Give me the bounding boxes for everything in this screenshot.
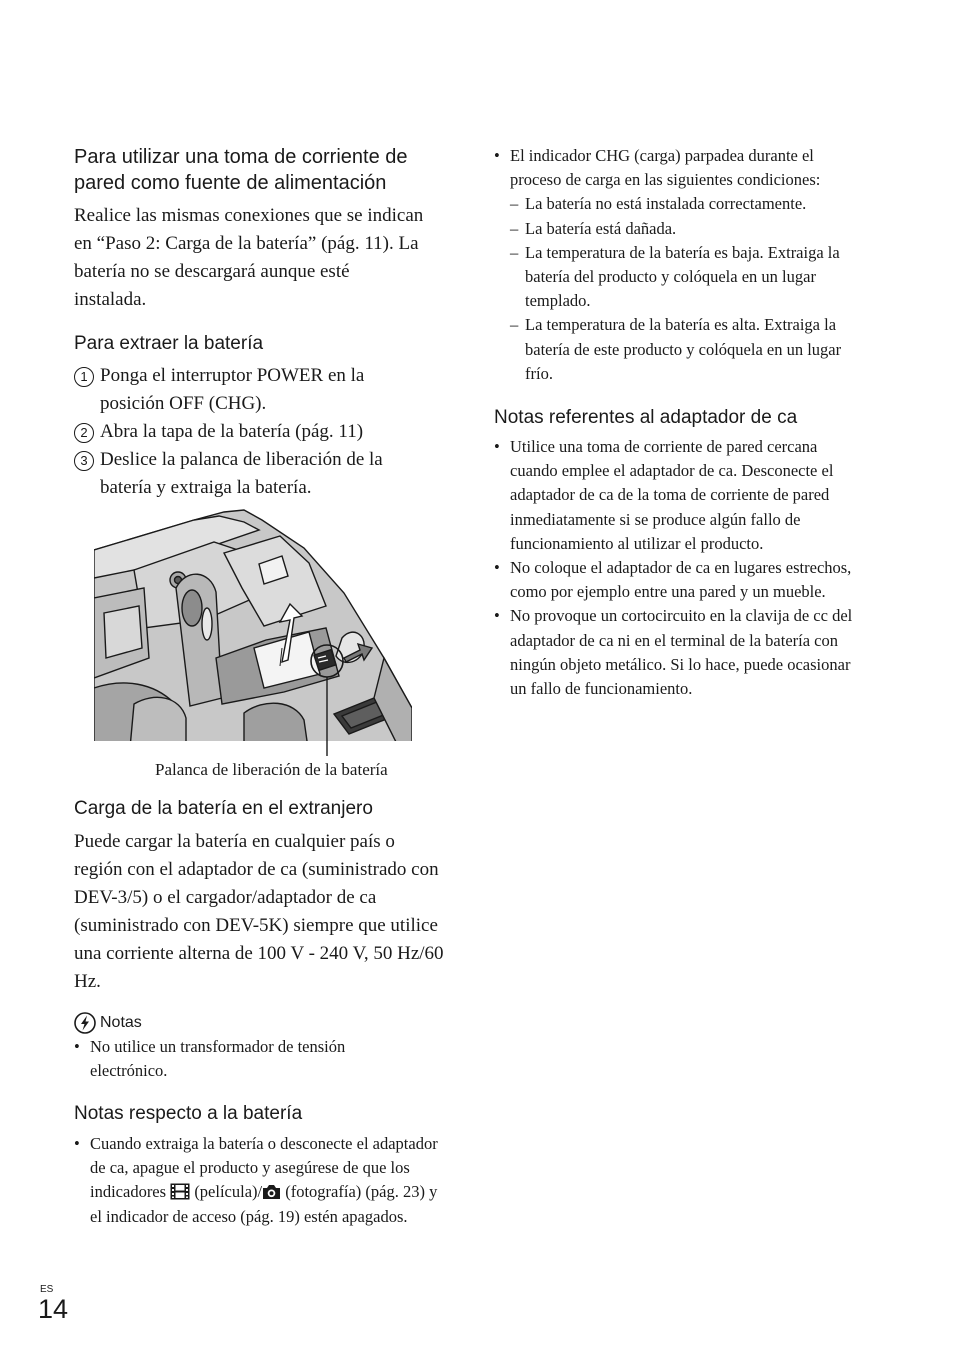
- step-text: Ponga el interruptor POWER en la posición OFF (CHG).: [100, 365, 365, 414]
- list-item: [74, 1132, 446, 1229]
- chg-condition: – La temperatura de la batería es alta. Extraiga la batería de este producto y colóquela en un lugar frío.: [510, 313, 864, 386]
- notes-list: [74, 1035, 404, 1083]
- notes-header: [74, 1012, 142, 1034]
- camera-icon: [262, 1184, 281, 1200]
- list-item: • Utilice una toma de corriente de pared cercana cuando emplee el adaptador de ca. Desconecte el adaptador de ca de la toma de corriente de pared inmediatamente si se produce algún fallo de funcionamiento al utilizar el producto.: [494, 435, 864, 556]
- circled-number-icon: 1: [74, 367, 94, 387]
- battery-removal-illustration: [94, 508, 412, 756]
- battery-notes-list: [74, 1132, 446, 1229]
- step-3: [74, 446, 419, 502]
- step-text: Deslice la palanca de liberación de la batería y extraiga la batería.: [100, 449, 383, 498]
- battery-note-part-c: (fotografía) (pág. 23) y el indicador de acceso (pág. 19) estén apagados.: [90, 1182, 438, 1226]
- page-number: 14: [38, 1294, 69, 1324]
- battery-note-part-b: (película)/: [194, 1182, 263, 1202]
- list-item: [494, 144, 864, 386]
- list-item: • No utilice un transformador de tensión electrónico.: [74, 1035, 404, 1083]
- wall-outlet-heading: Para utilizar una toma de corriente de pared como fuente de alimentación: [74, 146, 408, 194]
- chg-indicator-list: [494, 144, 864, 386]
- chg-condition: – La temperatura de la batería es baja. Extraiga la batería del producto y colóquela en un lugar templado.: [510, 241, 864, 314]
- movie-film-icon: [170, 1183, 190, 1200]
- abroad-heading: Carga de la batería en el extranjero: [74, 798, 373, 819]
- step-text: Abra la tapa de la batería (pág. 11): [100, 421, 364, 442]
- step-2: [74, 418, 419, 446]
- chg-condition: – La batería no está instalada correctamente.: [510, 192, 864, 216]
- battery-note-part-a: Cuando extraiga la batería o desconecte el adaptador de ca, apague el producto y asegúrese de que los indicadores: [90, 1134, 438, 1202]
- circled-number-icon: 2: [74, 423, 94, 443]
- notes-caution-icon: [74, 1012, 96, 1034]
- step-1: [74, 362, 419, 418]
- adapter-notes-heading: Notas referentes al adaptador de ca: [494, 407, 798, 428]
- adapter-notes-list: [494, 435, 864, 701]
- battery-notes-heading: Notas respecto a la batería: [74, 1103, 303, 1124]
- chg-condition: – La batería está dañada.: [510, 217, 864, 241]
- abroad-text: Puede cargar la batería en cualquier país o región con el adaptador de ca (suministrado con DEV-3/5) o el cargador/adaptador de ca (suministrado con DEV-5K) siempre que utilice una corriente alterna de 100 V - 240 V, 50 Hz/60 Hz.: [74, 831, 444, 992]
- circled-number-icon: 3: [74, 451, 94, 471]
- notes-label: Notas: [100, 1014, 142, 1031]
- remove-battery-heading: Para extraer la batería: [74, 333, 264, 354]
- figure-caption: Palanca de liberación de la batería: [155, 760, 388, 779]
- remove-steps: [74, 362, 419, 502]
- list-item: • No provoque un cortocircuito en la clavija de cc del adaptador de ca ni en el terminal de la batería con ningún objeto metálico. Si lo hace, puede ocasionar un fallo de funcionamiento.: [494, 604, 864, 701]
- list-item: • No coloque el adaptador de ca en lugares estrechos, como por ejemplo entre una pared y un mueble.: [494, 556, 864, 604]
- wall-outlet-text: Realice las mismas conexiones que se indican en “Paso 2: Carga de la batería” (pág. 11). La batería no se descargará aunque esté instalada.: [74, 205, 424, 310]
- language-code: ES: [40, 1284, 54, 1295]
- chg-intro: • El indicador CHG (carga) parpadea durante el proceso de carga en las siguientes condiciones:: [510, 146, 821, 190]
